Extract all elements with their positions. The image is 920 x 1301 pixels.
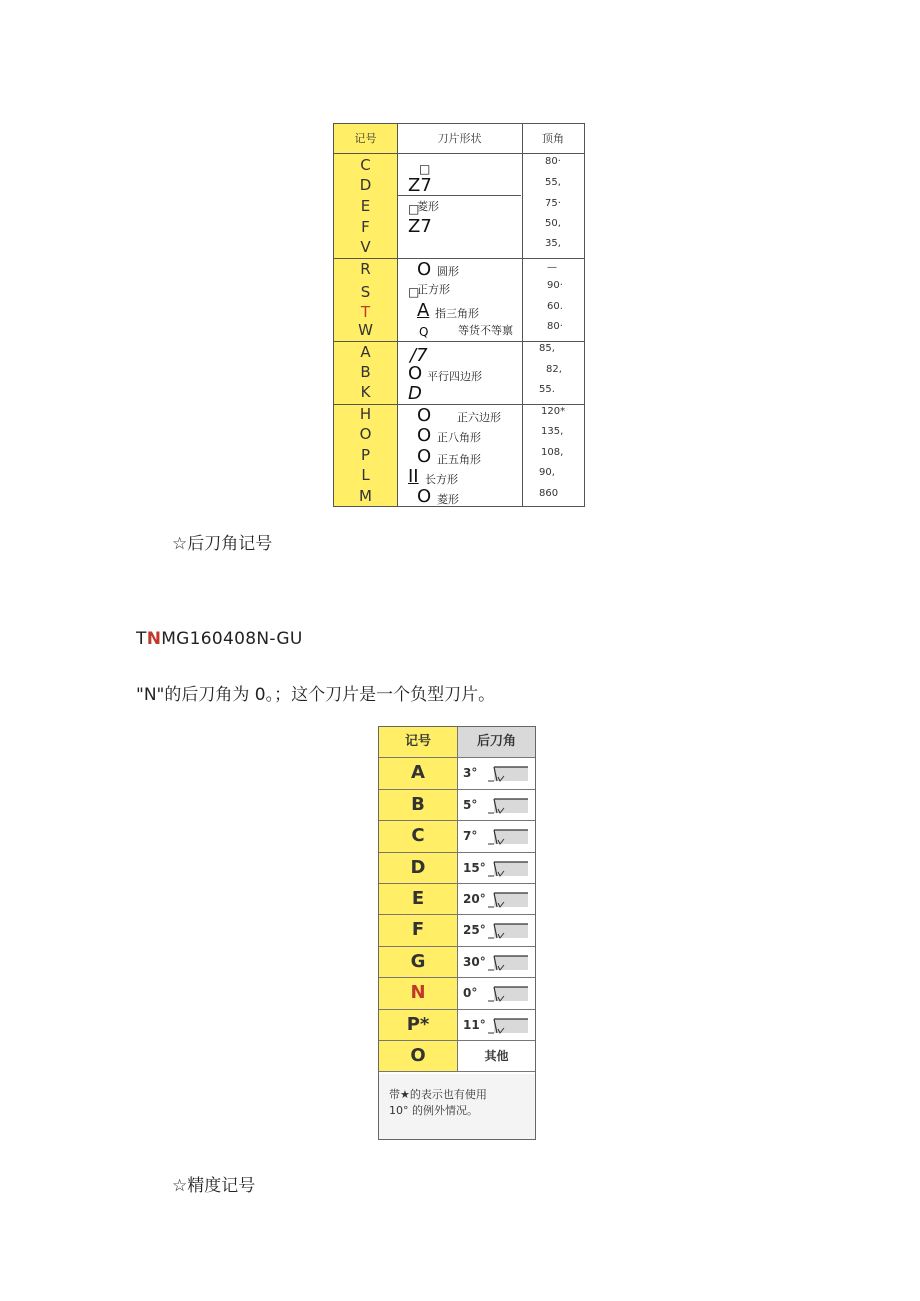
shape-symbol: A (417, 300, 430, 321)
header-code: 记号 (379, 727, 458, 757)
angle-cell: 90, (539, 467, 555, 478)
angle-cell: 50, (545, 218, 561, 229)
explanation-text: "N"的后刀角为 0。；这个刀片是一个负型刀片。 (136, 685, 496, 705)
angle-text: 20° (463, 892, 486, 906)
angle-cell: 75· (545, 198, 561, 209)
clearance-angle-icon (488, 828, 530, 846)
angle-cell: — (547, 262, 557, 273)
angle-cell: 90· (547, 280, 563, 291)
code-cell: P* (379, 1010, 458, 1040)
code-cell: B (379, 790, 458, 820)
code-suffix: MG160408N-GU (161, 629, 303, 649)
code-cell: H (359, 405, 372, 423)
table-header-row (379, 727, 535, 758)
shape-symbol: □ (408, 202, 420, 216)
code-cell: S (360, 283, 371, 301)
angle-cell: 55, (545, 177, 561, 188)
header-angle: 顶角 (542, 132, 564, 145)
shape-symbol: O (408, 363, 423, 384)
shape-symbol: O (417, 425, 432, 446)
code-cell-highlight: T (360, 303, 371, 321)
insert-shape-table (333, 123, 585, 507)
angle-cell (458, 1010, 535, 1040)
header-shape: 刀片形状 (437, 132, 482, 145)
angle-cell: 60. (547, 301, 563, 312)
shape-label: 等货不等禀 (458, 324, 513, 337)
code-cell: R (360, 260, 371, 278)
code-cell: W (358, 321, 373, 339)
footnote-line: 带★的表示也有使用 (389, 1088, 487, 1101)
table-row (379, 978, 535, 1009)
angle-cell: 82, (546, 364, 562, 375)
shape-label: 菱形 (417, 200, 439, 213)
shape-symbol: O (417, 486, 432, 507)
clearance-angle-table (378, 726, 536, 1140)
angle-text: 25° (463, 923, 486, 938)
code-cell: O (379, 1041, 458, 1071)
angle-cell (458, 853, 535, 883)
shape-symbol: O (417, 446, 432, 467)
table-row (379, 947, 535, 978)
angle-cell (458, 915, 535, 945)
code-cell: D (379, 853, 458, 883)
shape-label: 圆形 (437, 265, 459, 278)
table-row (379, 1010, 535, 1041)
angle-text: 5° (463, 797, 478, 812)
table-row (379, 821, 535, 852)
angle-cell (458, 884, 535, 914)
footnote (379, 1074, 535, 1139)
angle-cell (458, 790, 535, 820)
shape-symbol: /7 (410, 345, 428, 366)
code-cell: E (379, 884, 458, 914)
footnote-line: 10° 的例外情况。 (389, 1104, 478, 1117)
shape-symbol: □ (419, 162, 431, 176)
angle-cell: 135, (541, 426, 564, 437)
table-row (379, 758, 535, 789)
shape-symbol: II (408, 466, 419, 487)
header-angle: 后刀角 (458, 727, 535, 757)
clearance-angle-icon (488, 922, 530, 940)
code-cell: C (360, 156, 371, 174)
angle-cell: 85, (539, 343, 555, 354)
code-cell: N (379, 978, 458, 1008)
shape-symbol: D (408, 383, 422, 404)
insert-code-example (136, 629, 303, 649)
shape-label: 正五角形 (437, 453, 481, 466)
shape-label: 长方形 (425, 473, 458, 486)
table-row (379, 884, 535, 915)
angle-text: 7° (463, 829, 478, 844)
code-cell: K (360, 383, 371, 401)
code-prefix: T (136, 629, 147, 649)
section-title-clearance: ☆后刀角记号 (172, 534, 273, 554)
clearance-angle-icon (488, 1017, 530, 1035)
shape-symbol: O (417, 405, 432, 426)
code-cell: O (359, 425, 372, 443)
angle-text: 其他 (484, 1049, 509, 1063)
angle-cell: 108, (541, 447, 564, 458)
angle-cell: 80· (545, 156, 561, 167)
angle-cell: 35, (545, 238, 561, 249)
clearance-angle-icon (488, 891, 530, 909)
code-cell: D (359, 176, 372, 194)
code-cell: V (360, 238, 371, 256)
code-cell: B (360, 363, 371, 381)
angle-cell (458, 978, 535, 1008)
angle-cell (458, 1041, 535, 1071)
table-row (379, 790, 535, 821)
code-cell: F (379, 915, 458, 945)
angle-cell: 860 (539, 488, 559, 499)
angle-text: 30° (463, 954, 486, 969)
table-row (379, 915, 535, 946)
angle-cell: 80· (547, 321, 563, 332)
angle-cell (458, 758, 535, 788)
code-cell: P (360, 446, 371, 464)
shape-label: 指三角形 (435, 307, 479, 320)
shape-label: 正六边形 (457, 411, 501, 424)
code-cell: L (361, 466, 370, 484)
header-code: 记号 (354, 132, 377, 145)
code-cell: A (379, 758, 458, 788)
angle-cell: 55. (539, 384, 555, 395)
angle-cell: 120* (541, 406, 566, 417)
code-cell: M (359, 487, 372, 505)
angle-cell (458, 821, 535, 851)
clearance-angle-icon (488, 860, 530, 878)
shape-label: 正方形 (417, 283, 450, 296)
angle-text: 3° (463, 766, 478, 781)
clearance-angle-icon (488, 954, 530, 972)
code-cell: F (361, 218, 370, 236)
table-row (379, 1041, 535, 1072)
shape-symbol: Z7 (408, 216, 432, 237)
angle-text: 11° (463, 1017, 486, 1032)
shape-label: 平行四边形 (427, 370, 482, 383)
angle-text: 0° (463, 986, 478, 1001)
shape-symbol: O (417, 259, 432, 280)
clearance-angle-icon (488, 765, 530, 783)
table-row (379, 853, 535, 884)
angle-cell (458, 947, 535, 977)
shape-symbol: Q (419, 325, 429, 339)
shape-symbol: Z7 (408, 175, 432, 196)
code-cell: E (360, 197, 371, 215)
code-cell: A (360, 343, 371, 361)
shape-label: 正八角形 (437, 431, 481, 444)
shape-label: 菱形 (437, 493, 459, 506)
section-title-precision: ☆精度记号 (172, 1176, 256, 1196)
shape-symbol: □ (408, 285, 420, 299)
code-highlight: N (146, 629, 162, 649)
clearance-angle-icon (488, 985, 530, 1003)
code-cell: C (379, 821, 458, 851)
code-cell: G (379, 947, 458, 977)
angle-text: 15° (463, 860, 486, 875)
clearance-angle-icon (488, 797, 530, 815)
